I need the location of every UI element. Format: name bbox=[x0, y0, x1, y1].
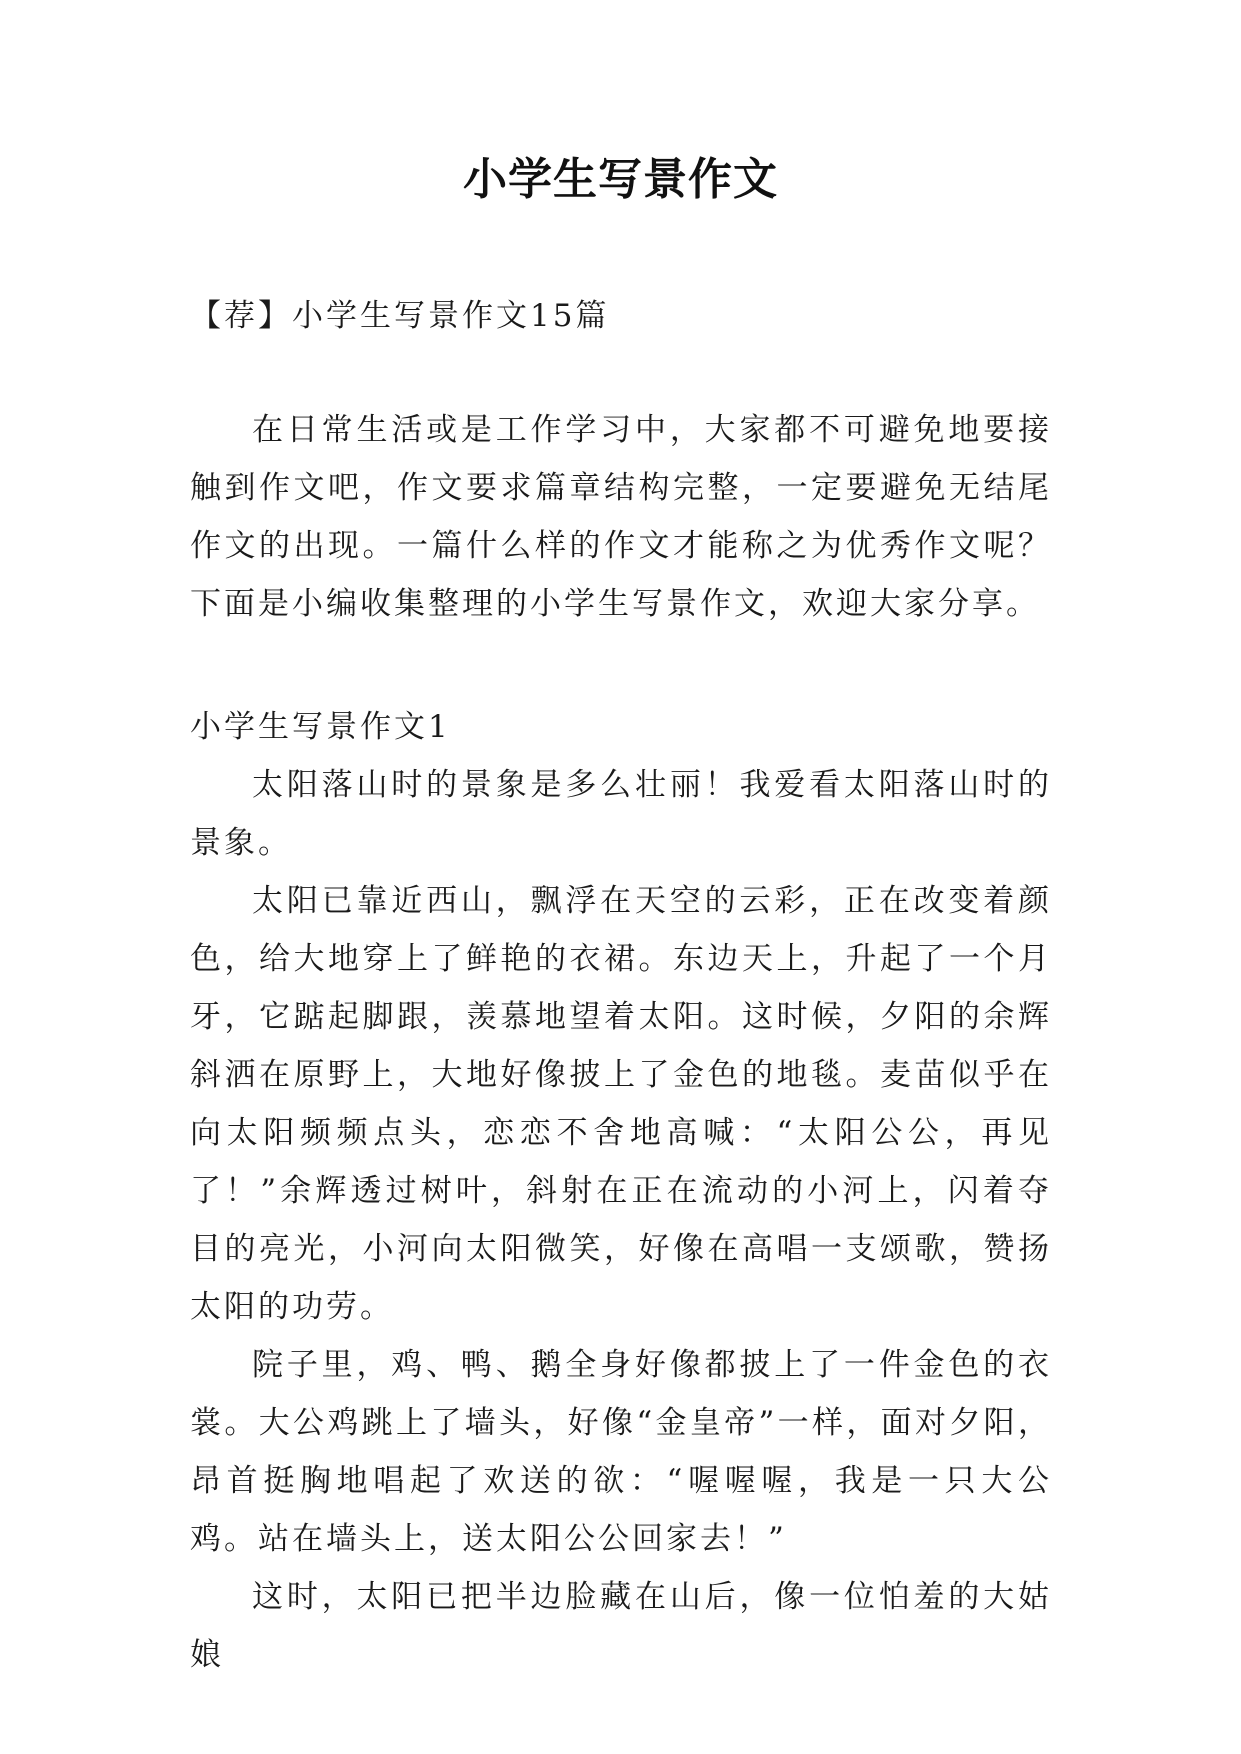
document-subtitle: 【荐】小学生写景作文15篇 bbox=[190, 298, 610, 334]
article-paragraph: 院子里，鸡、鸭、鹅全身好像都披上了一件金色的衣裳。大公鸡跳上了墙头，好像“金皇帝”一样，面对夕阳，昂首挺胸地唱起了欢送的欲：“喔喔喔，我是一只大公鸡。站在墙头上，送太阳公公回家去！” bbox=[190, 1347, 1052, 1557]
article-paragraph: 这时，太阳已把半边脸藏在山后，像一位怕羞的大姑娘 bbox=[190, 1579, 1052, 1673]
section-heading: 小学生写景作文1 bbox=[190, 709, 451, 745]
document-title: 小学生写景作文 bbox=[463, 154, 778, 205]
article-body bbox=[190, 756, 1052, 1684]
article-paragraph: 太阳落山时的景象是多么壮丽！我爱看太阳落山时的景象。 bbox=[190, 767, 1052, 861]
article-paragraph: 太阳已靠近西山，飘浮在天空的云彩，正在改变着颜色，给大地穿上了鲜艳的衣裙。东边天上，升起了一个月牙，它踮起脚跟，羡慕地望着太阳。这时候，夕阳的余辉斜洒在原野上，大地好像披上了金色的地毯。麦苗似乎在向太阳频频点头，恋恋不舍地高喊：“太阳公公，再见了！”余辉透过树叶，斜射在正在流动的小河上，闪着夺目的亮光，小河向太阳微笑，好像在高唱一支颂歌，赞扬太阳的功劳。 bbox=[190, 883, 1052, 1325]
intro-paragraph: 在日常生活或是工作学习中，大家都不可避免地要接触到作文吧，作文要求篇章结构完整，一定要避免无结尾作文的出现。一篇什么样的作文才能称之为优秀作文呢？下面是小编收集整理的小学生写景作文，欢迎大家分享。 bbox=[190, 412, 1052, 622]
intro-paragraph-block bbox=[190, 401, 1052, 633]
